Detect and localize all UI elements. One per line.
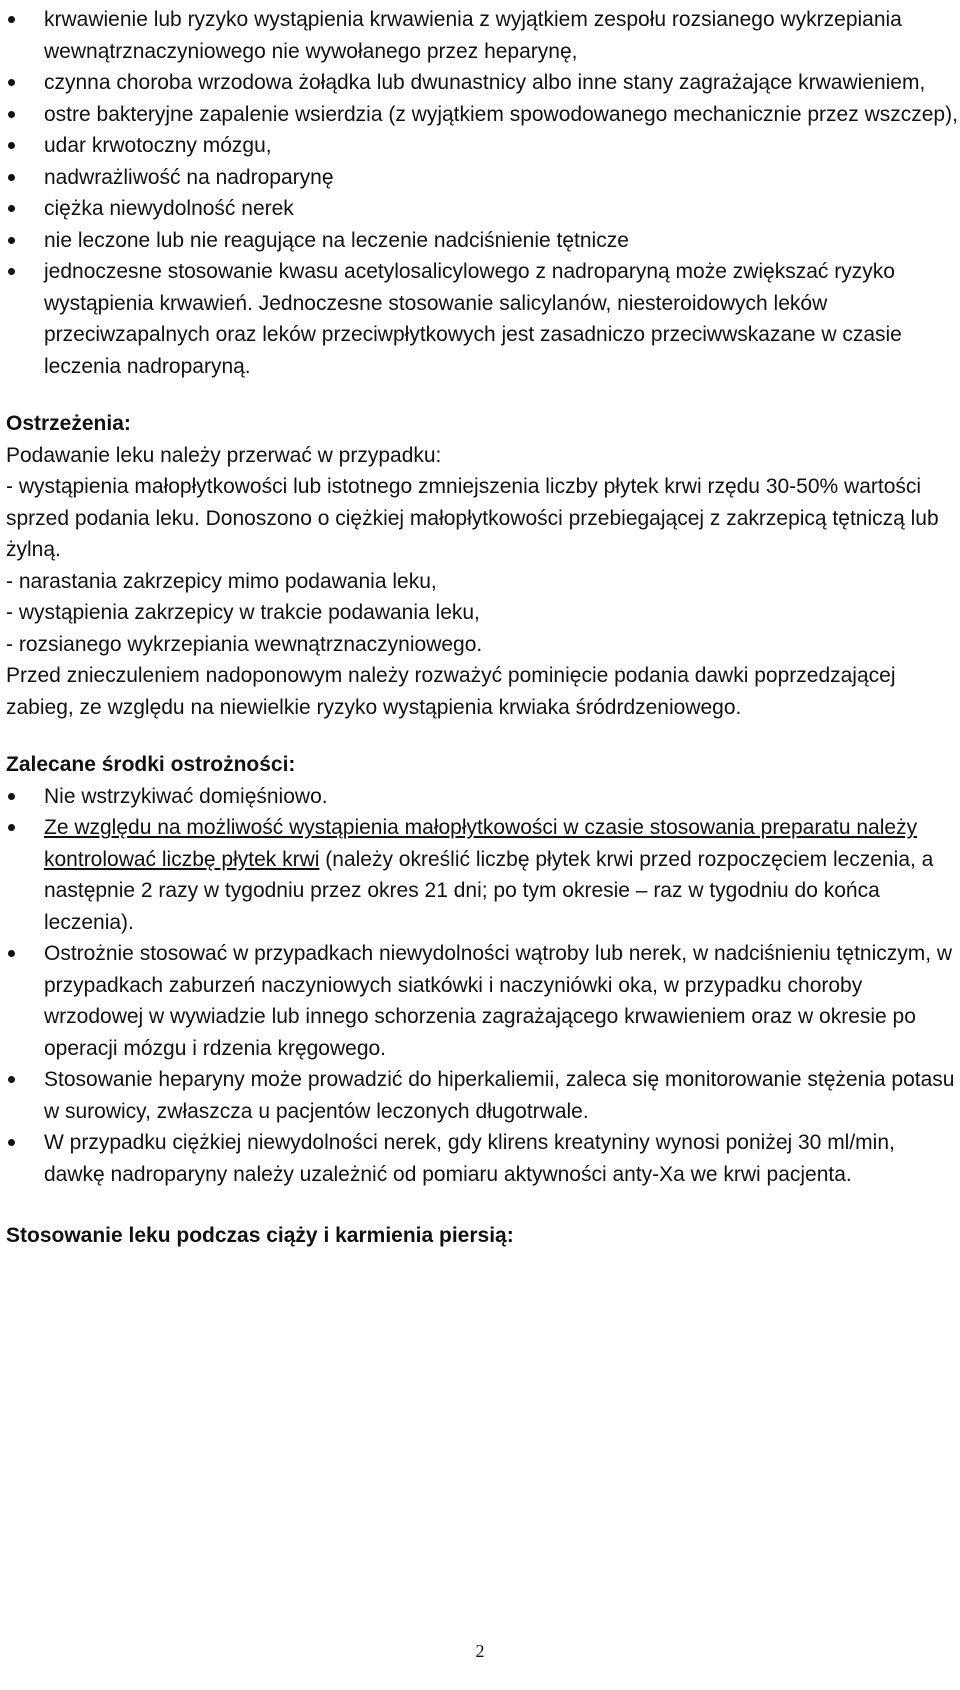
list-item: jednoczesne stosowanie kwasu acetylosalicylowego z nadroparyną może zwiększać ryzyko wystąpienia krwawień. Jednoczesne stosowanie salicylanów, niesteroidowych leków przeciwzapalnych oraz leków przeciwpłytkowych jest zasadniczo przeciwwskazane w czasie leczenia nadroparyną. — [6, 256, 960, 382]
list-item: ostre bakteryjne zapalenie wsierdzia (z wyjątkiem spowodowanego mechanicznie przez wszczep), — [6, 99, 960, 131]
list-item: Stosowanie heparyny może prowadzić do hiperkaliemii, zaleca się monitorowanie stężenia potasu w surowicy, zwłaszcza u pacjentów leczonych długotrwale. — [6, 1064, 960, 1127]
list-item: ciężka niewydolność nerek — [6, 193, 960, 225]
list-item: nadwrażliwość na nadroparynę — [6, 162, 960, 194]
list-item: Ostrożnie stosować w przypadkach niewydolności wątroby lub nerek, w nadciśnieniu tętniczym, w przypadkach zaburzeń naczyniowych siatkówki i naczyniówki oka, w przypadku choroby wrzodowej w wywiadzie lub innego schorzenia zagrażającego krwawieniem oraz w okresie po operacji mózgu i rdzenia kręgowego. — [6, 938, 960, 1064]
precautions-heading: Zalecane środki ostrożności: — [6, 753, 296, 776]
warning-line: - narastania zakrzepicy mimo podawania leku, — [6, 569, 437, 593]
warning-line: - rozsianego wykrzepiania wewnątrznaczyniowego. — [6, 632, 483, 656]
list-item: nie leczone lub nie reagujące na leczenie nadciśnienie tętnicze — [6, 225, 960, 257]
warning-line: - wystąpienia małopłytkowości lub istotnego zmniejszenia liczby płytek krwi rzędu 30-50% wartości sprzed podania leku. Donoszono o ciężkiej małopłytkowości przebiegającej z zakrzepicą tętniczą lub żylną. — [6, 475, 939, 561]
precautions-list — [6, 781, 960, 1191]
pregnancy-heading: Stosowanie leku podczas ciąży i karmienia piersią: — [6, 1224, 514, 1247]
list-item: krwawienie lub ryzyko wystąpienia krwawienia z wyjątkiem zespołu rozsianego wykrzepiania wewnątrznaczyniowego nie wywołanego przez heparynę, — [6, 4, 960, 67]
warning-line: - wystąpienia zakrzepicy w trakcie podawania leku, — [6, 601, 480, 624]
warnings-heading: Ostrzeżenia: — [6, 412, 131, 435]
warnings-note: Przed znieczuleniem nadoponowym należy rozważyć pominięcie podania dawki poprzedzającej zabieg, ze względu na niewielkie ryzyko wystąpienia krwiaka śródrdzeniowego. — [6, 664, 896, 719]
list-item: W przypadku ciężkiej niewydolności nerek, gdy klirens kreatyniny wynosi poniżej 30 ml/min, dawkę nadroparyny należy uzależnić od pomiaru aktywności anty-Xa we krwi pacjenta. — [6, 1127, 960, 1190]
list-item-text: (należy określić liczbę płytek krwi przed rozpoczęciem leczenia, a następnie 2 razy w tygodniu przez okres 21 dni; po tym okresie – raz w tygodniu do końca leczenia). — [44, 847, 934, 934]
underlined-text: Ze względu na możliwość wystąpienia małopłytkowości w czasie stosowania preparatu należy kontrolować liczbę płytek krwi — [44, 816, 918, 871]
list-item: udar krwotoczny mózgu, — [6, 130, 960, 162]
warnings-intro: Podawanie leku należy przerwać w przypadku: — [6, 443, 442, 467]
contraindications-list — [6, 4, 960, 382]
list-item — [6, 812, 960, 938]
list-item: Nie wstrzykiwać domięśniowo. — [6, 781, 960, 813]
list-item: czynna choroba wrzodowa żołądka lub dwunastnicy albo inne stany zagrażające krwawieniem, — [6, 67, 960, 99]
page-number: 2 — [475, 1641, 485, 1661]
